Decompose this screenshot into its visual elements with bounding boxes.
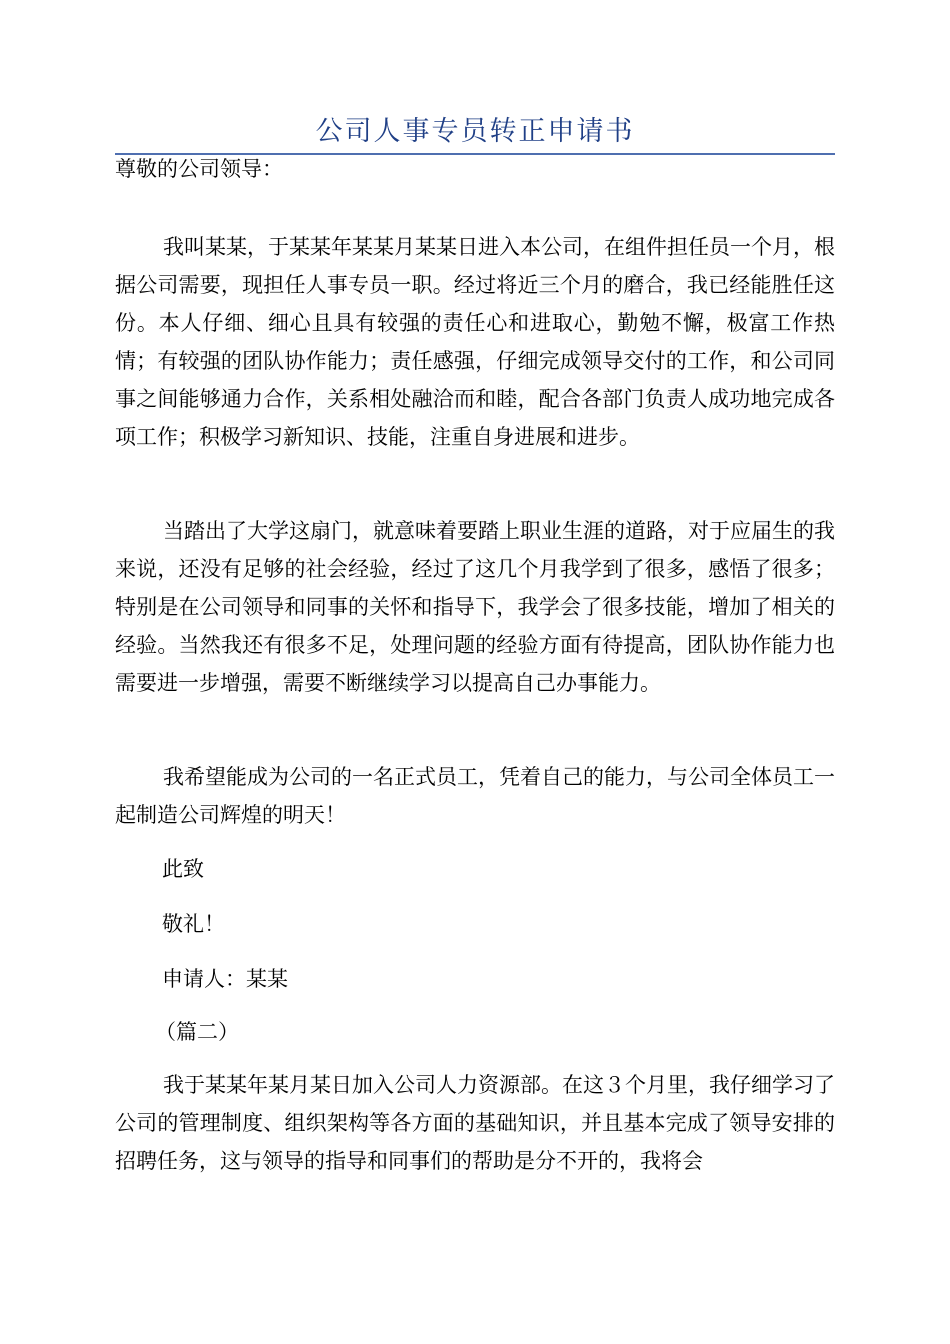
paragraph-4: 我于某某年某月某日加入公司人力资源部。在这３个月里，我仔细学习了公司的管理制度、组织架构等各方面的基础知识，并且基本完成了领导安排的招聘任务，这与领导的指导和同事们的帮助是分不开的，我将会 [115,1073,835,1173]
section-label: （篇二） [155,1020,239,1044]
closing-line-2: 敬礼！ [162,912,225,936]
paragraph-2: 当踏出了大学这扇门，就意味着要踏上职业生涯的道路，对于应届生的我来说，还没有足够的社会经验，经过了这几个月我学到了很多，感悟了很多；特别是在公司领导和同事的关怀和指导下，我学会了很多技能，增加了相关的经验。当然我还有很多不足，处理问题的经验方面有待提高，团队协作能力也需要进一步增强，需要不断继续学习以提高自己办事能力。 [115,519,835,695]
signer-line: 申请人：某某 [162,967,288,991]
closing-line-1: 此致 [162,857,204,881]
paragraph-3: 我希望能成为公司的一名正式员工，凭着自己的能力，与公司全体员工一起制造公司辉煌的明天！ [115,765,835,827]
salutation: 尊敬的公司领导： [115,157,283,181]
document-title: 公司人事专员转正申请书 [315,116,635,147]
paragraph-1: 我叫某某，于某某年某某月某某日进入本公司，在组件担任员一个月，根据公司需要，现担任人事专员一职。经过将近三个月的磨合，我已经能胜任这份。本人仔细、细心且具有较强的责任心和进取心，勤勉不懈，极富工作热情；有较强的团队协作能力；责任感强，仔细完成领导交付的工作，和公司同事之间能够通力合作，关系相处融洽而和睦，配合各部门负责人成功地完成各项工作；积极学习新知识、技能，注重自身进展和进步。 [115,235,835,449]
